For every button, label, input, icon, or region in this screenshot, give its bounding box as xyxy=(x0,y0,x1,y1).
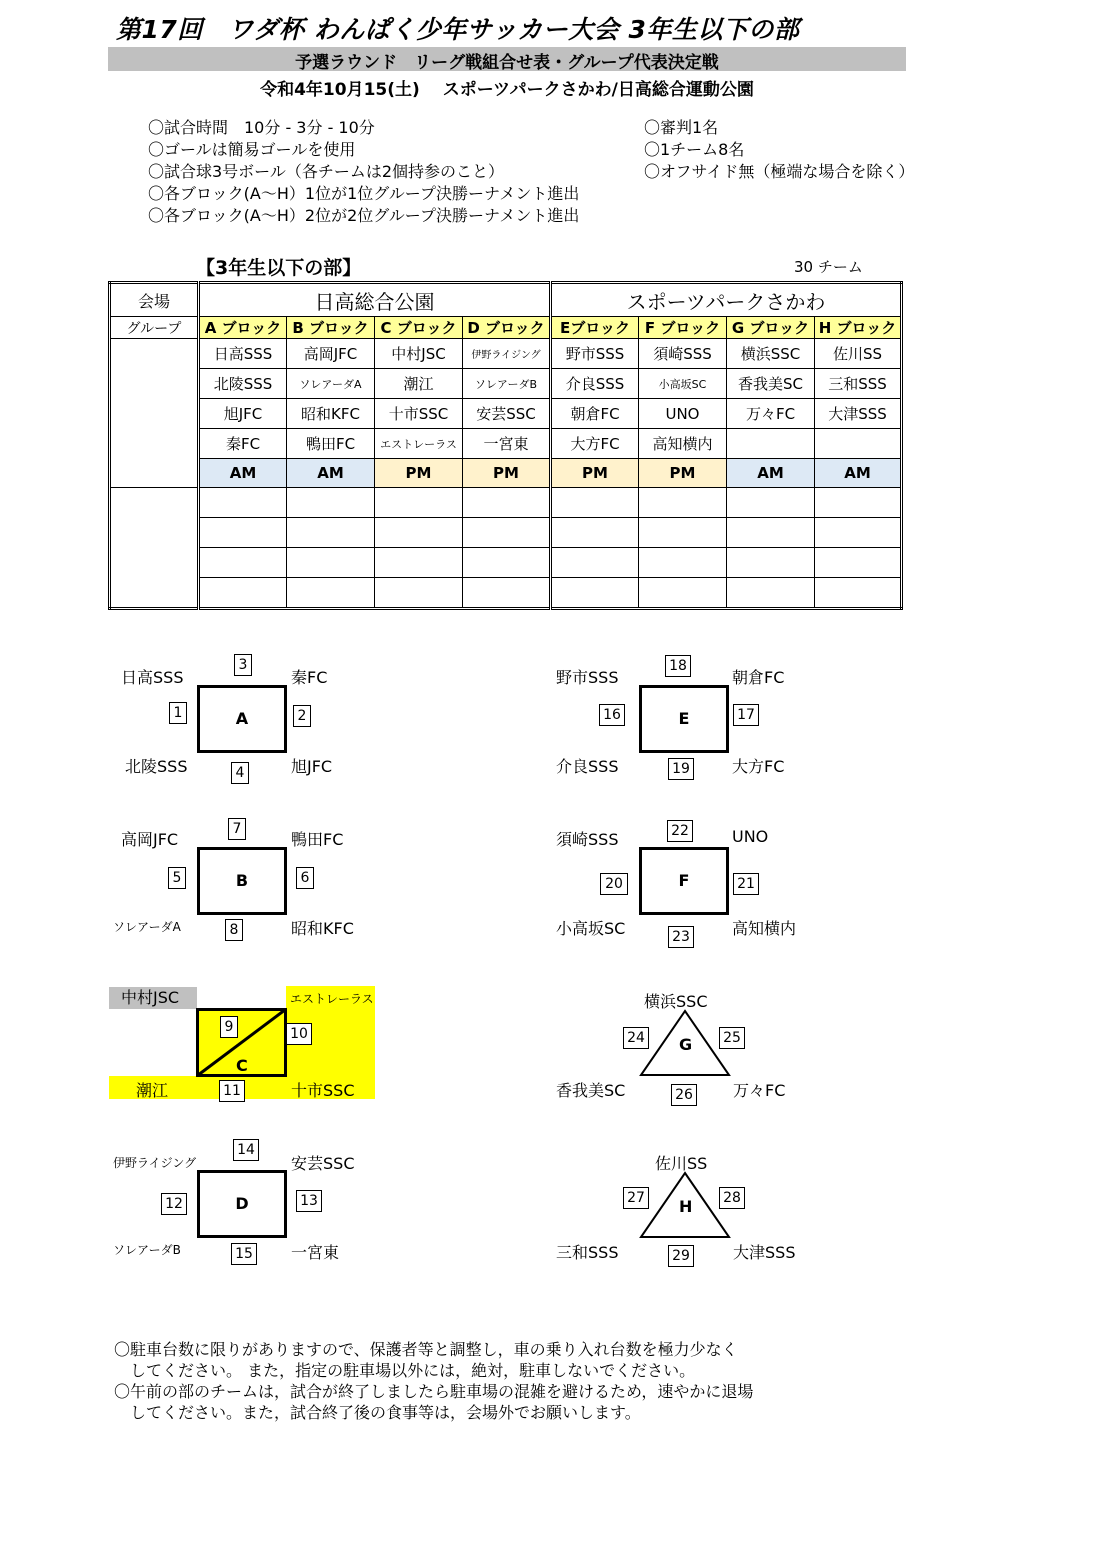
footer-note: してください。また，試合終了後の食事等は，会場外でお願いします。 xyxy=(114,1403,641,1422)
team-label: 万々FC xyxy=(733,1081,786,1100)
page-subtitle: 予選ラウンド リーグ戦組合せ表・グループ代表決定戦 xyxy=(295,53,719,73)
page-title: 第17回 ワダ杯 わんぱく少年サッカー大会 3年生以下の部 xyxy=(116,15,800,44)
team-cell: 佐川SS xyxy=(815,339,902,369)
match-number: 8 xyxy=(225,919,243,941)
rule-item: 〇各ブロック(A～H）1位が1位グループ決勝ーナメント進出 xyxy=(148,184,580,203)
block-c-label: C xyxy=(236,1056,248,1075)
rule-item: 〇1チーム8名 xyxy=(644,140,745,159)
team-label: 十市SSC xyxy=(291,1081,355,1100)
team-label: 香我美SC xyxy=(556,1081,626,1100)
team-cell: 安芸SSC xyxy=(463,399,551,429)
rule-item: 〇試合球3号ボール（各チームは2個持参のこと） xyxy=(148,162,505,181)
match-number: 4 xyxy=(231,762,249,784)
date-venue: 令和4年10月15(土) スポーツパークさかわ/日高総合運動公園 xyxy=(260,80,754,100)
match-number: 17 xyxy=(733,704,759,726)
team-cell: UNO xyxy=(639,399,727,429)
session-badge: PM xyxy=(551,459,639,488)
team-label: 旭JFC xyxy=(291,757,333,776)
team-label: 安芸SSC xyxy=(291,1154,355,1173)
team-count: 30 チーム xyxy=(794,258,863,276)
team-cell: 香我美SC xyxy=(727,369,815,399)
team-cell: エストレーラス xyxy=(375,429,463,459)
team-label: 日高SSS xyxy=(121,668,184,687)
match-number: 5 xyxy=(168,867,186,889)
team-label: 介良SSS xyxy=(556,757,619,776)
match-number: 13 xyxy=(296,1190,322,1212)
team-label: 小高坂SC xyxy=(556,919,626,938)
team-label: エストレーラス xyxy=(290,992,374,1006)
team-cell: 横浜SSC xyxy=(727,339,815,369)
team-row xyxy=(110,369,902,399)
team-row xyxy=(110,339,902,369)
team-label: 昭和KFC xyxy=(291,919,354,938)
team-cell: 秦FC xyxy=(199,429,287,459)
team-cell: 須崎SSS xyxy=(639,339,727,369)
team-label: 一宮東 xyxy=(291,1243,340,1262)
team-cell: 日高SSS xyxy=(199,339,287,369)
team-cell: 大津SSS xyxy=(815,399,902,429)
session-badge: AM xyxy=(199,459,287,488)
match-number: 25 xyxy=(719,1027,745,1049)
block-header-c: C ブロック xyxy=(375,317,463,339)
team-cell: 三和SSS xyxy=(815,369,902,399)
rule-item: 〇ゴールは簡易ゴールを使用 xyxy=(148,140,356,159)
match-number: 2 xyxy=(293,705,311,727)
match-number: 26 xyxy=(671,1084,697,1106)
match-number: 24 xyxy=(623,1027,649,1049)
match-number: 10 xyxy=(286,1023,312,1045)
session-badge: AM xyxy=(727,459,815,488)
group-row xyxy=(110,317,902,339)
team-label: 野市SSS xyxy=(556,668,619,687)
team-cell: 野市SSS xyxy=(551,339,639,369)
team-label: 北陵SSS xyxy=(125,757,188,776)
empty-label-cell xyxy=(110,488,199,609)
match-number: 7 xyxy=(228,818,246,840)
block-e-box: E xyxy=(639,685,729,753)
block-h-label: H xyxy=(679,1197,693,1216)
session-row xyxy=(110,459,902,488)
team-label: 高知横内 xyxy=(732,919,797,938)
match-number: 27 xyxy=(623,1187,649,1209)
team-label: 高岡JFC xyxy=(121,830,179,849)
rule-item: 〇各ブロック(A～H）2位が2位グループ決勝ーナメント進出 xyxy=(148,206,580,225)
match-number: 28 xyxy=(719,1187,745,1209)
team-cell: 北陵SSS xyxy=(199,369,287,399)
team-label: 潮江 xyxy=(136,1081,169,1100)
empty-row xyxy=(110,578,902,609)
team-row xyxy=(110,429,902,459)
team-label: 須崎SSS xyxy=(556,830,619,849)
block-header-e: Eブロック xyxy=(551,317,639,339)
team-label: 横浜SSC xyxy=(644,992,708,1011)
rule-item: 〇試合時間 10分 - 3分 - 10分 xyxy=(148,118,375,137)
venue-sakawa: スポーツパークさかわ xyxy=(551,283,902,317)
group-table xyxy=(108,281,903,610)
match-number: 23 xyxy=(668,926,694,948)
team-label: UNO xyxy=(732,827,769,846)
team-label: 中村JSC xyxy=(109,987,197,1009)
team-label: 佐川SS xyxy=(655,1154,708,1173)
block-header-g: G ブロック xyxy=(727,317,815,339)
session-badge: PM xyxy=(639,459,727,488)
block-b-box: B xyxy=(197,847,287,915)
team-label: 朝倉FC xyxy=(732,668,785,687)
match-number: 19 xyxy=(668,758,694,780)
team-cell: 大方FC xyxy=(551,429,639,459)
team-cell: ソレアーダA xyxy=(287,369,375,399)
venue-label: 会場 xyxy=(110,283,199,317)
match-number: 9 xyxy=(220,1016,238,1038)
section-heading: 【3年生以下の部】 xyxy=(196,257,362,279)
match-number: 29 xyxy=(668,1245,694,1267)
block-header-b: B ブロック xyxy=(287,317,375,339)
empty-row xyxy=(110,518,902,548)
team-cell: 潮江 xyxy=(375,369,463,399)
team-label: 秦FC xyxy=(291,668,328,687)
match-number: 11 xyxy=(219,1080,245,1102)
match-number: 12 xyxy=(161,1193,187,1215)
team-cell: 中村JSC xyxy=(375,339,463,369)
team-label: 三和SSS xyxy=(556,1243,619,1262)
team-cell: 高知横内 xyxy=(639,429,727,459)
team-label: 大津SSS xyxy=(733,1243,796,1262)
match-number: 15 xyxy=(231,1243,257,1265)
team-cell: ソレアーダB xyxy=(463,369,551,399)
session-badge: PM xyxy=(375,459,463,488)
block-header-h: H ブロック xyxy=(815,317,902,339)
team-row xyxy=(110,399,902,429)
rule-item: 〇審判1名 xyxy=(644,118,719,137)
team-cell: 介良SSS xyxy=(551,369,639,399)
team-label: ソレアーダB xyxy=(113,1243,181,1257)
match-number: 22 xyxy=(667,820,693,842)
block-d-box: D xyxy=(197,1170,287,1238)
block-f-box: F xyxy=(639,847,729,915)
team-cell: 旭JFC xyxy=(199,399,287,429)
match-number: 20 xyxy=(600,873,628,895)
match-number: 14 xyxy=(233,1139,259,1161)
block-a-box: A xyxy=(197,685,287,753)
team-cell xyxy=(727,429,815,459)
match-number: 1 xyxy=(169,702,187,724)
row-label-cell xyxy=(110,339,199,488)
session-badge: PM xyxy=(463,459,551,488)
team-label: 大方FC xyxy=(732,757,785,776)
match-number: 3 xyxy=(234,654,252,676)
block-header-f: F ブロック xyxy=(639,317,727,339)
team-cell: 万々FC xyxy=(727,399,815,429)
match-number: 16 xyxy=(599,704,625,726)
team-label: 伊野ライジング xyxy=(113,1156,197,1170)
footer-note: してください。 また，指定の駐車場以外には，絶対，駐車しないでください。 xyxy=(114,1361,696,1380)
team-cell xyxy=(815,429,902,459)
footer-note: 〇駐車台数に限りがありますので、保護者等と調整し，車の乗り入れ台数を極力少なく xyxy=(114,1340,738,1359)
team-cell: 朝倉FC xyxy=(551,399,639,429)
venue-hidaka: 日高総合公園 xyxy=(199,283,551,317)
session-badge: AM xyxy=(815,459,902,488)
team-cell: 伊野ライジング xyxy=(463,339,551,369)
group-label: グループ xyxy=(110,317,199,339)
empty-row xyxy=(110,548,902,578)
team-cell: 一宮東 xyxy=(463,429,551,459)
team-cell: 十市SSC xyxy=(375,399,463,429)
team-label: ソレアーダA xyxy=(113,920,181,934)
team-cell: 鴨田FC xyxy=(287,429,375,459)
block-header-a: A ブロック xyxy=(199,317,287,339)
block-header-d: D ブロック xyxy=(463,317,551,339)
footer-note: 〇午前の部のチームは，試合が終了しましたら駐車場の混雑を避けるため，速やかに退場 xyxy=(114,1382,754,1401)
team-cell: 小高坂SC xyxy=(639,369,727,399)
team-cell: 高岡JFC xyxy=(287,339,375,369)
match-number: 6 xyxy=(296,867,314,889)
rule-item: 〇オフサイド無（極端な場合を除く） xyxy=(644,162,915,181)
session-badge: AM xyxy=(287,459,375,488)
block-g-label: G xyxy=(679,1035,693,1054)
match-number: 21 xyxy=(733,873,759,895)
empty-row xyxy=(110,488,902,518)
venue-row xyxy=(110,283,902,317)
team-label: 鴨田FC xyxy=(291,830,344,849)
match-number: 18 xyxy=(665,655,691,677)
team-cell: 昭和KFC xyxy=(287,399,375,429)
